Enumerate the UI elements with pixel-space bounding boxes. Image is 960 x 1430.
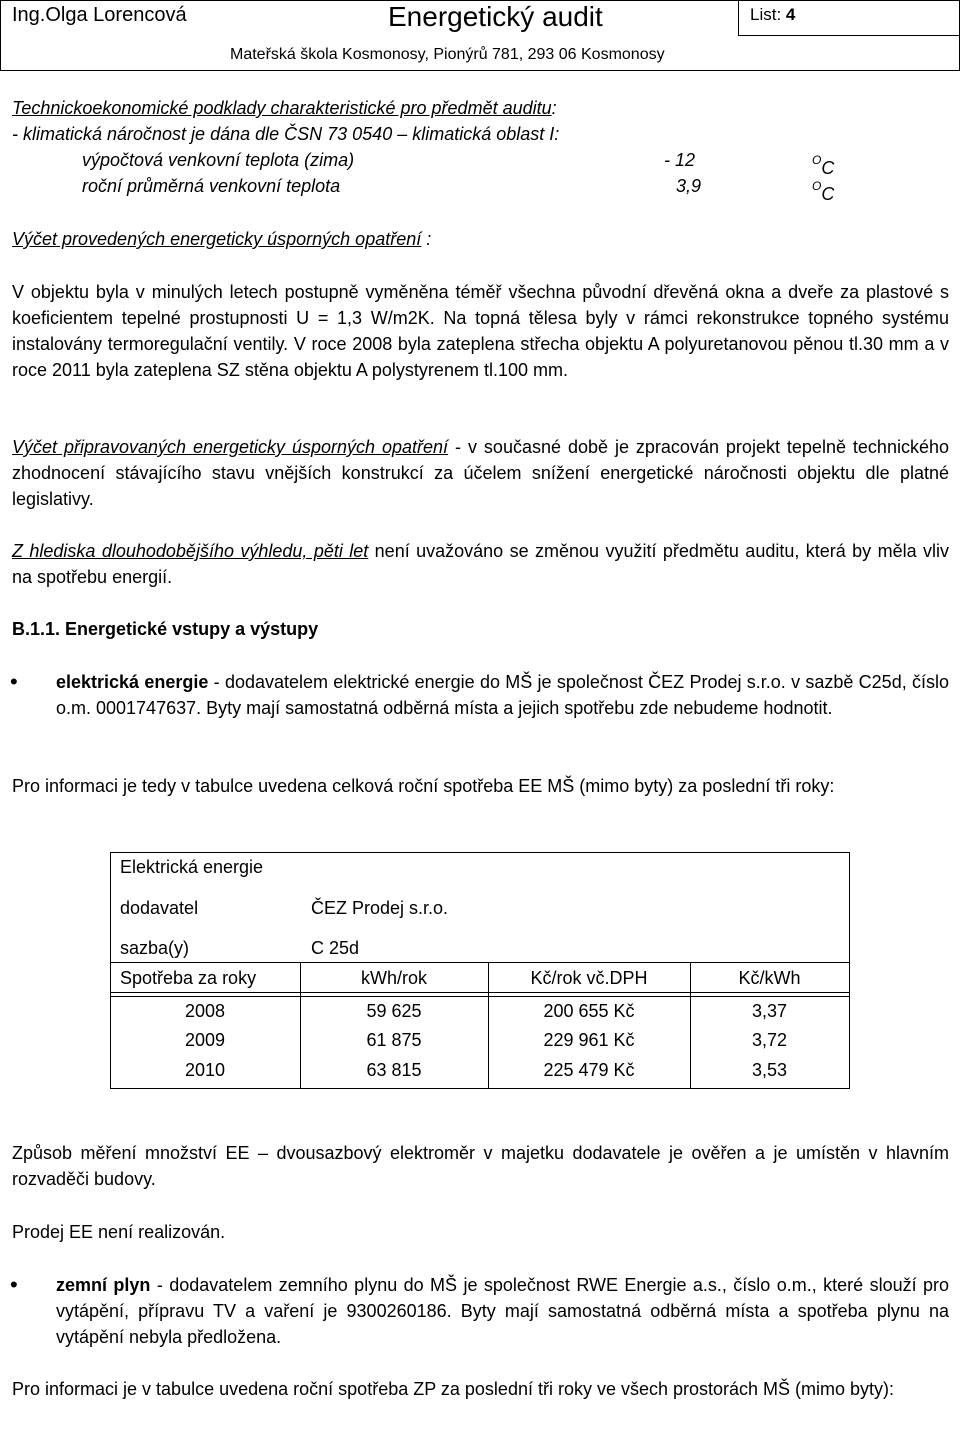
list-number: 4 (785, 5, 796, 24)
header-list-border (738, 35, 960, 36)
gas-paragraph (56, 1272, 949, 1350)
header-subtitle: Mateřská škola Kosmonosy, Pionýrů 781, 293 06 Kosmonosy (230, 46, 665, 63)
planned-text: - v současné době je zpracován projekt tepelně technického zhodnocení stávajícího stavu vnějších konstrukcí za účelem snížení energetické náročnosti objektu dle platné legislativy. (12, 437, 949, 509)
info-ee-paragraph: Pro informaci je tedy v tabulce uvedena celková roční spotřeba EE MŠ (mimo byty) za poslední tři roky: (12, 776, 835, 796)
sale-paragraph: Prodej EE není realizován. (12, 1222, 226, 1242)
unit: C (821, 158, 835, 178)
table-header-cell: Kč/kWh (738, 968, 801, 988)
bullet-electricity: • (10, 669, 18, 694)
table-cell-kwh: 63 815 (366, 1060, 422, 1080)
table-cell-kwh: 61 875 (366, 1030, 422, 1050)
tech-heading-colon: : (551, 98, 557, 118)
degree-sup: O (812, 179, 822, 193)
done-heading-tail: : (421, 229, 432, 249)
table-header-cell: Spotřeba za roky (120, 968, 257, 988)
bullet-gas: • (10, 1272, 18, 1297)
done-paragraph: V objektu byla v minulých letech postupně vyměněna téměř všechna původní dřevěná okna a dveře za plastové s koeficientem tepelné prostupnosti U = 1,3 W/m2K. Na topná tělesa byly v rámci rekonstrukce topného systému instalovány termoregulační ventily. V roce 2008 byla zateplena střecha objektu A polyuretanovou pěnou tl.30 mm a v roce 2011 byla zateplena SZ stěna objektu A polystyrenem tl.100 mm. (12, 282, 949, 380)
header-left-border (0, 0, 1, 70)
tech-row-2-unit (812, 173, 834, 207)
tech-row-2-label: roční průměrná venkovní teplota (82, 176, 341, 196)
table-cell-kwh: 59 625 (366, 1001, 422, 1021)
table-cell-cost: 229 961 Kč (543, 1030, 635, 1050)
planned-heading: Výčet připravovaných energeticky úsporných opatření (12, 437, 449, 457)
electricity-text: - dodavatelem elektrické energie do MŠ je společnost ČEZ Prodej s.r.o. v sazbě C25d, číslo o.m. 0001747637. Byty mají samostatná odběrná místa a jejich spotřebu zde nebudeme hodnotit. (56, 672, 949, 718)
tech-row-1-label: výpočtová venkovní teplota (zima) (82, 150, 355, 170)
gas-label: zemní plyn (56, 1275, 151, 1295)
table-cell-unit-price: 3,37 (751, 1001, 788, 1021)
table-cell-year: 2008 (184, 1001, 226, 1021)
tech-heading-text: Technickoekonomické podklady charakteristické pro předmět auditu (12, 98, 552, 118)
done-heading (12, 226, 431, 252)
table-border (110, 962, 850, 963)
table-header-cell: Kč/rok vč.DPH (530, 968, 648, 988)
table-title: Elektrická energie (120, 857, 264, 877)
table-border-left (110, 852, 111, 1088)
table-border-top (110, 852, 850, 853)
unit: C (821, 184, 835, 204)
longterm-text: není uvažováno se změnou využití předmětu auditu, která by měla vliv na spotřebu energií. (12, 541, 950, 587)
tech-heading (12, 95, 557, 121)
header-bottom-border (0, 70, 960, 71)
table-tariff-label: sazba(y) (120, 938, 190, 958)
table-supplier-label: dodavatel (120, 898, 199, 918)
planned-paragraph (12, 434, 949, 512)
table-supplier-value: ČEZ Prodej s.r.o. (311, 898, 449, 918)
tech-row-2-value: 3,9 (676, 176, 702, 196)
electricity-label: elektrická energie (56, 672, 209, 692)
tech-row-1-value: - 12 (664, 150, 696, 170)
table-header-cell: kWh/rok (360, 968, 427, 988)
header-title: Energetický audit (388, 1, 603, 32)
table-border-bottom (110, 1088, 850, 1089)
table-cell-cost: 200 655 Kč (543, 1001, 635, 1021)
measurement-paragraph: Způsob měření množství EE – dvousazbový elektroměr v majetku dodavatele je ověřen a je umístěn v hlavním rozvaděči budovy. (12, 1143, 949, 1189)
gas-text: - dodavatelem zemního plynu do MŠ je společnost RWE Energie a.s., číslo o.m., které slouží pro vytápění, přípravu TV a vaření je 9300260186. Byty mají samostatná odběrná místa a spotřeba plynu na vytápění nebyla předložena. (56, 1275, 950, 1347)
table-cell-year: 2010 (184, 1060, 226, 1080)
table-tariff-value: C 25d (311, 938, 360, 958)
header-page-number (750, 5, 795, 25)
table-cell-unit-price: 3,53 (751, 1060, 788, 1080)
section-title: B.1.1. Energetické vstupy a výstupy (12, 619, 319, 639)
header-list-divider (738, 0, 739, 35)
table-border (110, 996, 850, 997)
table-cell-year: 2009 (184, 1030, 226, 1050)
done-heading-text: Výčet provedených energeticky úsporných opatření (12, 229, 422, 249)
header-top-border (0, 0, 960, 1)
table-border (110, 992, 850, 993)
info-zp-paragraph: Pro informaci je v tabulce uvedena roční spotřeba ZP za poslední tři roky ve všech prostorách MŠ (mimo byty): (12, 1379, 895, 1399)
list-label: List: (750, 5, 782, 24)
longterm-paragraph (12, 538, 949, 590)
degree-sup: O (812, 153, 822, 167)
header-author: Ing.Olga Lorencová (12, 4, 187, 26)
longterm-heading: Z hlediska dlouhodobějšího výhledu, pěti let (12, 541, 369, 561)
table-border-right (849, 852, 850, 1088)
table-cell-unit-price: 3,72 (751, 1030, 788, 1050)
electricity-paragraph (56, 669, 949, 721)
table-cell-cost: 225 479 Kč (543, 1060, 635, 1080)
tech-line-1: - klimatická náročnost je dána dle ČSN 73 0540 – klimatická oblast I: (12, 124, 560, 144)
